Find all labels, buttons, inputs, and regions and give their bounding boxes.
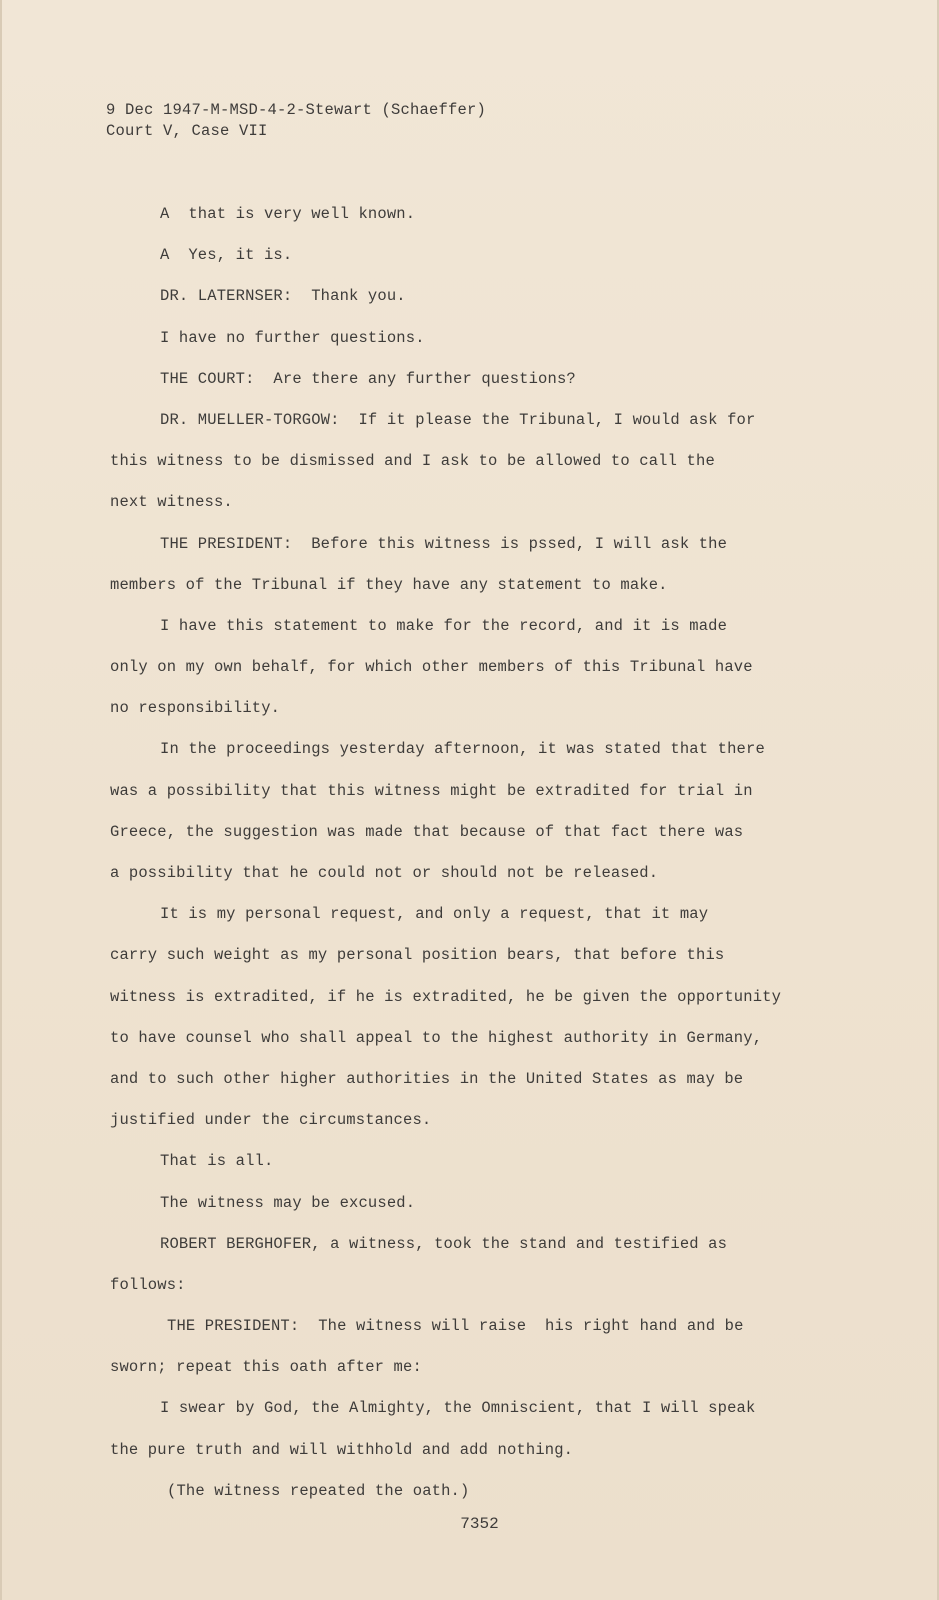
transcript-line: justified under the circumstances.: [110, 1111, 432, 1130]
transcript-body: [110, 203, 850, 1521]
header-date-line: 9 Dec 1947-M-MSD-4-2-Stewart (Schaeffer): [106, 101, 487, 119]
transcript-line: was a possibility that this witness might be extradited for trial in: [110, 781, 753, 800]
transcript-line: The witness may be excused.: [160, 1193, 416, 1212]
transcript-line: That is all.: [160, 1152, 274, 1171]
transcript-line: next witness.: [110, 493, 233, 512]
transcript-line: carry such weight as my personal position bears, that before this: [110, 946, 725, 965]
transcript-line: the pure truth and will withhold and add nothing.: [110, 1440, 574, 1459]
transcript-line: no responsibility.: [110, 699, 281, 718]
transcript-line: DR. MUELLER-TORGOW: If it please the Tribunal, I would ask for: [160, 410, 756, 429]
transcript-line: this witness to be dismissed and I ask to be allowed to call the: [110, 452, 715, 471]
transcript-line: ROBERT BERGHOFER, a witness, took the stand and testified as: [160, 1234, 728, 1253]
transcript-line: A Yes, it is.: [160, 246, 293, 265]
header-court-line: Court V, Case VII: [106, 122, 268, 140]
transcript-line: It is my personal request, and only a request, that it may: [160, 905, 709, 924]
transcript-line: THE PRESIDENT: The witness will raise his right hand and be: [167, 1317, 744, 1336]
transcript-line: I have no further questions.: [160, 328, 425, 347]
transcript-line: I swear by God, the Almighty, the Omniscient, that I will speak: [160, 1399, 756, 1418]
transcript-line: THE PRESIDENT: Before this witness is pssed, I will ask the: [160, 534, 728, 553]
transcript-line: THE COURT: Are there any further questions?: [160, 369, 576, 388]
transcript-line: I have this statement to make for the record, and it is made: [160, 616, 728, 635]
transcript-line: and to such other higher authorities in the United States as may be: [110, 1069, 744, 1088]
transcript-line: to have counsel who shall appeal to the highest authority in Germany,: [110, 1028, 763, 1047]
transcript-line: A that is very well known.: [160, 205, 416, 223]
transcript-line: In the proceedings yesterday afternoon, it was stated that there: [160, 740, 765, 759]
transcript-line: sworn; repeat this oath after me:: [110, 1358, 422, 1377]
transcript-line: only on my own behalf, for which other members of this Tribunal have: [110, 658, 753, 677]
transcript-line: (The witness repeated the oath.): [167, 1481, 470, 1500]
transcript-line: a possibility that he could not or should not be released.: [110, 864, 659, 882]
page-number: 7352: [460, 1515, 499, 1533]
transcript-line: DR. LATERNSER: Thank you.: [160, 287, 406, 306]
document-header: [106, 100, 486, 142]
transcript-line: witness is extradited, if he is extradited, he be given the opportunity: [110, 987, 782, 1006]
transcript-line: follows:: [110, 1275, 186, 1294]
transcript-line: Greece, the suggestion was made that because of that fact there was: [110, 822, 744, 841]
transcript-line: members of the Tribunal if they have any statement to make.: [110, 575, 668, 594]
